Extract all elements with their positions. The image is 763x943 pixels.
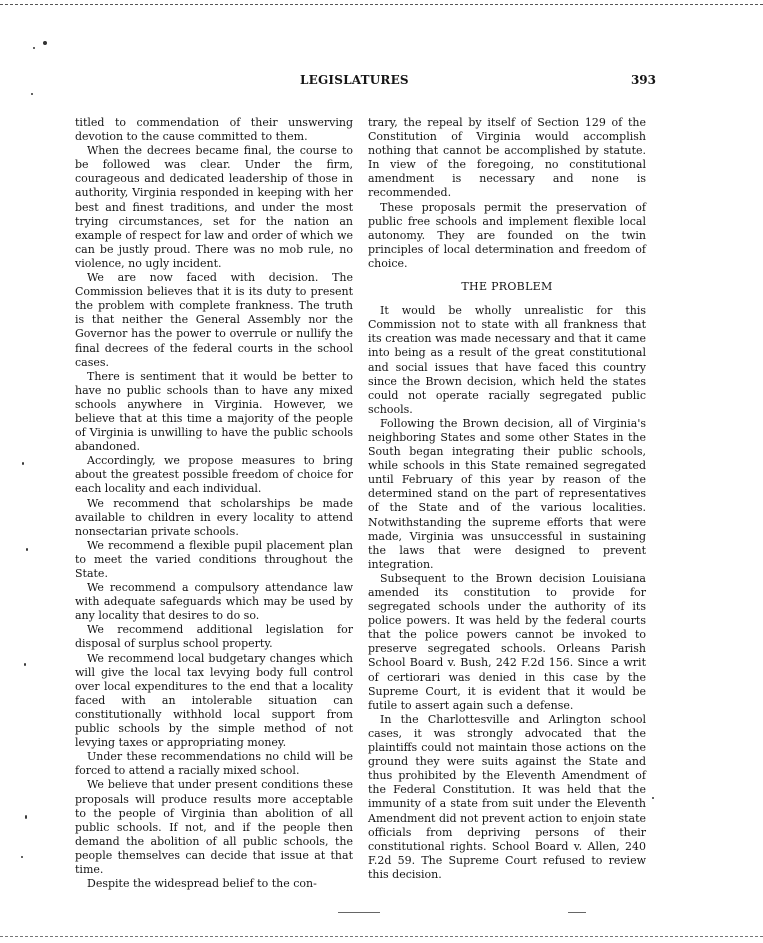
scan-speck <box>22 462 24 465</box>
left-column <box>75 116 353 891</box>
paragraph: These proposals permit the preservation of public free schools and implement flexible local autonomy. They are founded on the twin principles of local determination and freedom of choice. <box>368 200 646 270</box>
paragraph: We recommend a compulsory attendance law with adequate safeguards which may be used by any locality that desires to do so. <box>75 581 353 623</box>
paragraph: titled to commendation of their unswerving devotion to the cause committed to them. <box>75 116 353 144</box>
scan-speck <box>25 815 27 819</box>
running-head: LEGISLATURES <box>300 73 409 87</box>
scan-speck <box>43 41 47 45</box>
paragraph: In the Charlottesville and Arlington school cases, it was strongly advocated that the plaintiffs could not maintain those actions on the ground they were suits against the State and thus prohibited by the Eleventh Amendment of the Federal Constitution. It was held that the immunity of a state from suit under the Eleventh Amendment did not prevent action to enjoin state officials from depriving persons of their constitutional rights. School Board v. Allen, 240 F.2d 59. The Supreme Court refused to review this decision. <box>368 712 646 881</box>
scan-speck <box>652 797 654 799</box>
section-heading: THE PROBLEM <box>461 280 553 294</box>
right-column <box>368 116 646 882</box>
scan-speck <box>33 47 35 49</box>
paragraph: Under these recommendations no child will be forced to attend a racially mixed school. <box>75 750 353 778</box>
scan-scratch <box>568 912 586 913</box>
top-edge-rule <box>0 4 763 5</box>
paragraph: Despite the widespread belief to the con- <box>87 877 317 891</box>
paragraph: Subsequent to the Brown decision Louisiana amended its constitution to provide for segregated schools under the authority of its police powers. It was held by the federal courts that the police powers cannot be invoked to preserve segregated schools. Orleans Parish School Board v. Bush, 242 F.2d 156. Since a writ of certiorari was denied in this case by the Supreme Court, it is evident that it would be futile to assert again such a defense. <box>368 571 646 712</box>
paragraph: When the decrees became final, the course to be followed was clear. Under the firm, courageous and dedicated leadership of those in authority, Virginia responded in keeping with her best and finest traditions, and under the most trying circumstances, set for the nation an example of respect for law and order of which we can be justly proud. There was no mob rule, no violence, no ugly incident. <box>75 144 353 270</box>
paragraph: Accordingly, we propose measures to bring about the greatest possible freedom of choice for each locality and each individual. <box>75 454 353 496</box>
scan-speck <box>21 856 23 858</box>
paragraph: We recommend additional legislation for disposal of surplus school property. <box>75 623 353 651</box>
paragraph: trary, the repeal by itself of Section 129 of the Constitution of Virginia would accomplish nothing that cannot be accomplished by statute. In view of the foregoing, no constitutional amendment is necessary and none is recommended. <box>368 116 646 200</box>
bottom-edge-rule <box>0 936 763 937</box>
paragraph: There is sentiment that it would be better to have no public schools than to have any mixed schools anywhere in Virginia. However, we believe that at this time a majority of the people of Virginia is unwilling to have the public schools abandoned. <box>75 369 353 454</box>
scan-speck <box>31 93 33 95</box>
page-number: 393 <box>630 73 656 87</box>
paragraph: We recommend local budgetary changes which will give the local tax levying body full control over local expenditures to the end that a locality faced with an intolerable situation can constitutionally withhold local support from public schools by the simple method of not levying taxes or appropriating money. <box>75 651 353 750</box>
paragraph: We are now faced with decision. The Commission believes that it is its duty to present the problem with complete frankness. The truth is that neither the General Assembly nor the Governor has the power to overrule or nullify the final decrees of the federal courts in the school cases. <box>75 271 353 369</box>
paragraph: It would be wholly unrealistic for this Commission not to state with all frankness that its creation was made necessary and that it came into being as a result of the great constitutional and social issues that have faced this country since the Brown decision, which held the states could not operate racially segregated public schools. <box>368 304 646 416</box>
scan-speck <box>26 548 28 551</box>
scan-scratch <box>338 912 380 913</box>
scan-speck <box>24 663 26 666</box>
paragraph: We recommend a flexible pupil placement plan to meet the varied conditions throughout the State. <box>75 538 353 580</box>
paragraph: Following the Brown decision, all of Virginia's neighboring States and some other States in the South began integrating their public schools, while schools in this State remained segregated until February of this year by reason of the determined stand on the part of representatives of the State and of the various localities. Notwithstanding the supreme efforts that were made, Virginia was unsuccessful in sustaining the laws that were designed to prevent integration. <box>368 416 646 571</box>
paragraph: We believe that under present conditions these proposals will produce results more acceptable to the people of Virginia than abolition of all public schools. If not, and if the people then demand the abolition of all public schools, the people themselves can decide that issue at that time. <box>75 778 353 876</box>
paragraph: We recommend that scholarships be made available to children in every locality to attend nonsectarian private schools. <box>75 496 353 538</box>
